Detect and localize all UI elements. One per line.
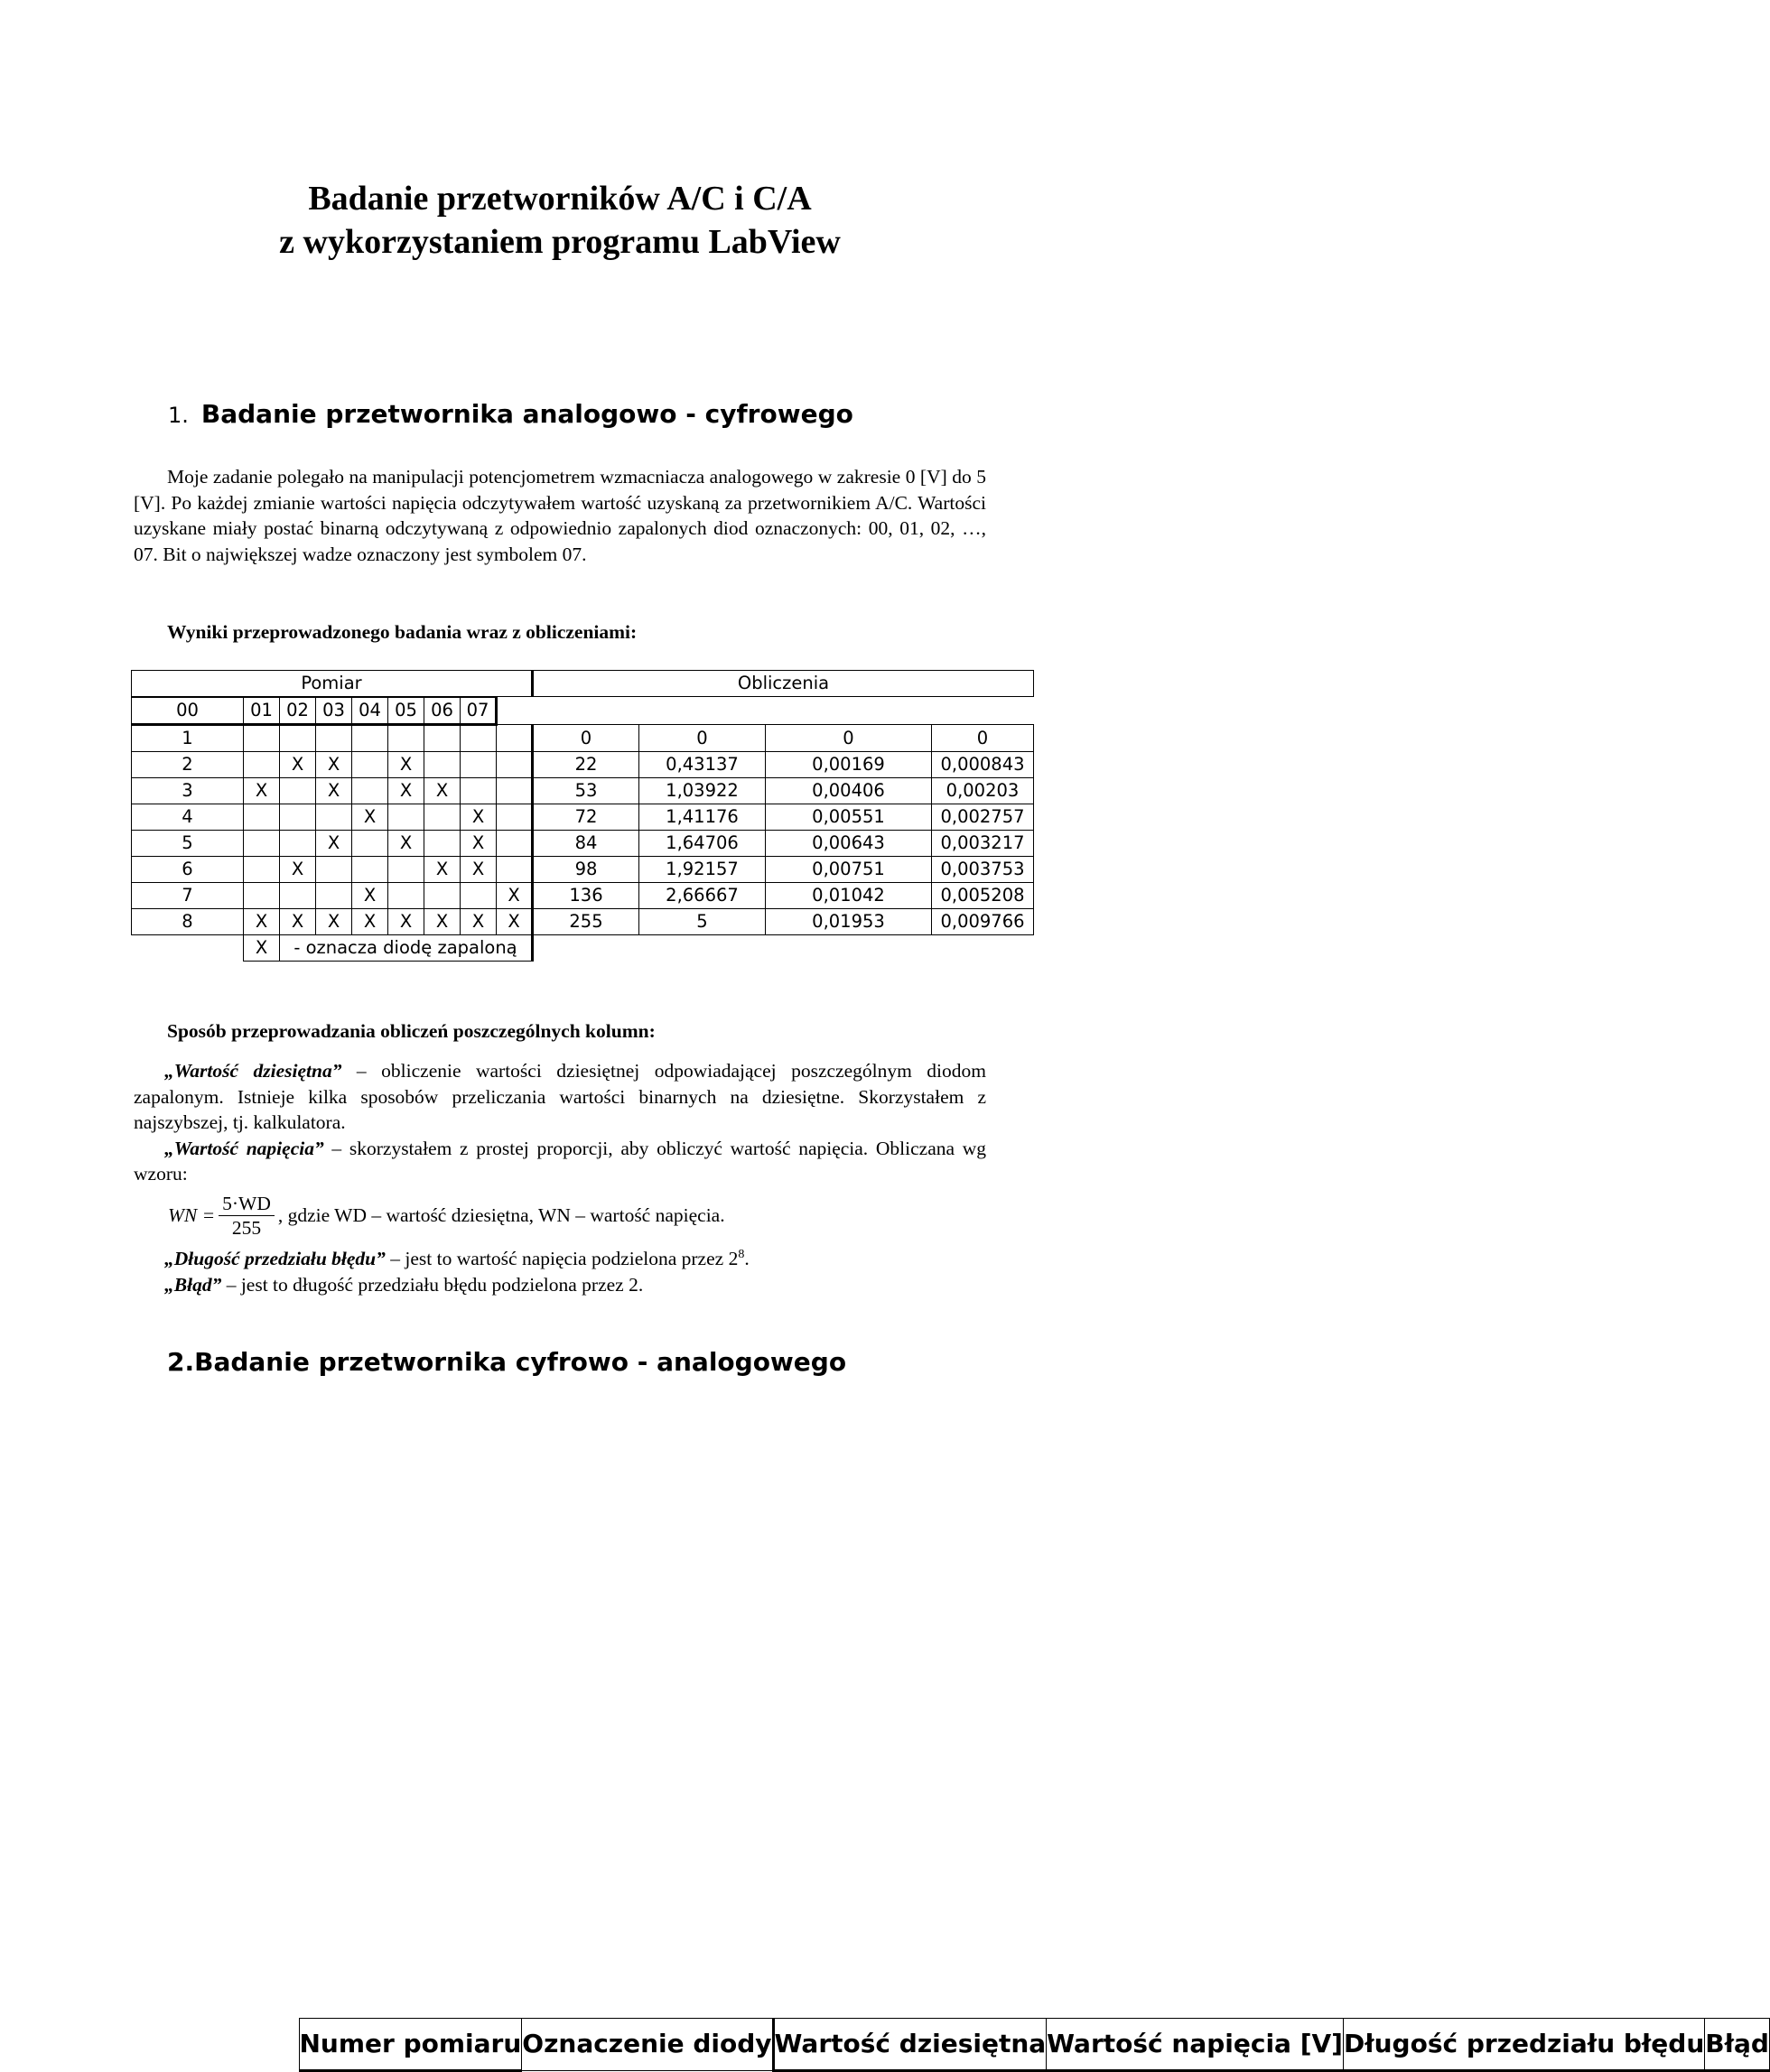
- cell-blad: 0,009766: [932, 909, 1034, 935]
- section-1-paragraph-block: [134, 464, 986, 567]
- cell-wartosc-napiecia: 1,03922: [639, 778, 766, 804]
- section-2-number: 2.: [167, 1347, 195, 1377]
- calc-description-block: [134, 1058, 986, 1187]
- cell-diode-02: [316, 804, 352, 831]
- table-row: [132, 778, 1034, 804]
- cell-diode-06: X: [461, 909, 497, 935]
- cell-diode-02: X: [316, 752, 352, 778]
- cell-diode-03: X: [352, 804, 388, 831]
- cell-diode-01: X: [280, 752, 316, 778]
- cell-diode-00: [244, 725, 280, 752]
- calc-wn-term: „Wartość napięcia”: [164, 1137, 324, 1159]
- title-line-1: Badanie przetworników A/C i C/A: [308, 180, 812, 218]
- diode-header-06: 06: [424, 698, 461, 725]
- cell-blad: 0,003753: [932, 857, 1034, 883]
- formula-numerator: 5·WD: [219, 1192, 275, 1216]
- cell-diode-06: [461, 778, 497, 804]
- diode-header-00: 00: [132, 698, 244, 725]
- section-2-heading: [167, 1347, 846, 1377]
- cell-diode-05: [424, 883, 461, 909]
- calc-wn-text: – skorzystałem z prostej proporcji, aby obliczyć wartość napięcia. Obliczana wg wzoru:: [134, 1137, 987, 1185]
- cell-diode-04: X: [388, 909, 424, 935]
- cell-numer: 2: [132, 752, 244, 778]
- calc-heading: Sposób przeprowadzania obliczeń poszczególnych kolumn:: [167, 1020, 656, 1042]
- cell-diode-01: [280, 883, 316, 909]
- table-row: [132, 883, 1034, 909]
- cell-wartosc-dziesietna: 255: [533, 909, 639, 935]
- cell-dlugosc-przedzialu: 0,00643: [766, 831, 932, 857]
- section-1-title: Badanie przetwornika analogowo - cyfrowego: [200, 399, 853, 429]
- header-wartosc-napiecia: Wartość napięcia [V]: [1047, 2018, 1344, 2070]
- formula-description: , gdzie WD – wartość dziesiętna, WN – wartość napięcia.: [277, 1204, 725, 1226]
- legend-text: - oznacza diodę zapaloną: [280, 935, 533, 962]
- group-header-pomiar: Pomiar: [132, 671, 533, 697]
- cell-numer: 4: [132, 804, 244, 831]
- cell-diode-06: X: [461, 831, 497, 857]
- diode-header-04: 04: [352, 698, 388, 725]
- cell-dlugosc-przedzialu: 0,01042: [766, 883, 932, 909]
- cell-diode-02: X: [316, 778, 352, 804]
- cell-wartosc-dziesietna: 53: [533, 778, 639, 804]
- table-row: [132, 831, 1034, 857]
- cell-diode-01: X: [280, 909, 316, 935]
- formula-fraction: [219, 1192, 275, 1240]
- legend-spacer: [932, 935, 1034, 962]
- cell-numer: 7: [132, 883, 244, 909]
- table-row: [132, 857, 1034, 883]
- cell-diode-06: [461, 883, 497, 909]
- cell-wartosc-napiecia: 1,41176: [639, 804, 766, 831]
- cell-diode-04: [388, 883, 424, 909]
- cell-blad: 0,00203: [932, 778, 1034, 804]
- cell-diode-03: [352, 752, 388, 778]
- calc-wn-paragraph: [134, 1136, 986, 1187]
- diode-header-03: 03: [316, 698, 352, 725]
- cell-numer: 3: [132, 778, 244, 804]
- cell-wartosc-napiecia: 5: [639, 909, 766, 935]
- legend-row: [132, 935, 1034, 962]
- header-oznaczenie-diody: Oznaczenie diody: [522, 2018, 773, 2070]
- section-2-title: Badanie przetwornika cyfrowo - analogowego: [194, 1347, 847, 1377]
- cell-wartosc-dziesietna: 84: [533, 831, 639, 857]
- cell-numer: 6: [132, 857, 244, 883]
- formula-lhs: WN =: [168, 1204, 216, 1226]
- cell-diode-00: X: [244, 909, 280, 935]
- cell-wartosc-dziesietna: 0: [533, 725, 639, 752]
- cell-diode-07: X: [497, 883, 533, 909]
- cell-wartosc-napiecia: 0: [639, 725, 766, 752]
- cell-numer: 8: [132, 909, 244, 935]
- cell-dlugosc-przedzialu: 0,00751: [766, 857, 932, 883]
- calc-dl-end: .: [744, 1248, 750, 1270]
- diode-header-07: 07: [461, 698, 497, 725]
- table-row: [132, 804, 1034, 831]
- calc-dl-text: – jest to wartość napięcia podzielona przez 2: [385, 1248, 739, 1270]
- section-1-heading: [168, 399, 853, 429]
- calc-blad-paragraph: [134, 1272, 986, 1298]
- cell-diode-04: [388, 804, 424, 831]
- cell-diode-05: [424, 804, 461, 831]
- calc-wd-paragraph: [134, 1058, 986, 1136]
- cell-diode-06: X: [461, 804, 497, 831]
- cell-diode-07: [497, 857, 533, 883]
- cell-wartosc-dziesietna: 72: [533, 804, 639, 831]
- cell-diode-01: [280, 831, 316, 857]
- cell-diode-00: X: [244, 778, 280, 804]
- cell-wartosc-napiecia: 1,64706: [639, 831, 766, 857]
- cell-blad: 0,005208: [932, 883, 1034, 909]
- results-heading: Wyniki przeprowadzonego badania wraz z obliczeniami:: [167, 621, 638, 643]
- cell-diode-00: [244, 831, 280, 857]
- diode-header-01: 01: [244, 698, 280, 725]
- cell-diode-01: [280, 725, 316, 752]
- cell-dlugosc-przedzialu: 0: [766, 725, 932, 752]
- cell-diode-05: X: [424, 778, 461, 804]
- legend-spacer: [533, 935, 639, 962]
- title-line-2: z wykorzystaniem programu LabView: [279, 223, 841, 261]
- cell-diode-00: [244, 857, 280, 883]
- cell-diode-04: [388, 857, 424, 883]
- table-row: [132, 909, 1034, 935]
- cell-diode-03: [352, 831, 388, 857]
- cell-blad: 0: [932, 725, 1034, 752]
- cell-diode-00: [244, 804, 280, 831]
- cell-diode-03: [352, 778, 388, 804]
- legend-spacer: [766, 935, 932, 962]
- cell-diode-03: X: [352, 883, 388, 909]
- table-row: [132, 752, 1034, 778]
- cell-diode-04: X: [388, 778, 424, 804]
- cell-numer: 1: [132, 725, 244, 752]
- cell-diode-04: [388, 725, 424, 752]
- cell-blad: 0,000843: [932, 752, 1034, 778]
- cell-dlugosc-przedzialu: 0,01953: [766, 909, 932, 935]
- cell-dlugosc-przedzialu: 0,00406: [766, 778, 932, 804]
- cell-diode-01: X: [280, 857, 316, 883]
- cell-wartosc-napiecia: 1,92157: [639, 857, 766, 883]
- cell-diode-07: X: [497, 909, 533, 935]
- calc-blad-text: – jest to długość przedziału błędu podzielona przez 2.: [221, 1273, 644, 1296]
- cell-diode-05: [424, 725, 461, 752]
- cell-dlugosc-przedzialu: 0,00169: [766, 752, 932, 778]
- group-header-obliczenia: Obliczenia: [533, 671, 1034, 697]
- cell-wartosc-dziesietna: 98: [533, 857, 639, 883]
- header-numer-pomiaru: Numer pomiaru: [299, 2018, 522, 2070]
- cell-diode-03: [352, 725, 388, 752]
- cell-diode-03: [352, 857, 388, 883]
- cell-diode-04: X: [388, 831, 424, 857]
- calc-description-block-2: [134, 1242, 986, 1297]
- section-1-paragraph: Moje zadanie polegało na manipulacji potencjometrem wzmacniacza analogowego w zakresie 0 [V] do 5 [V]. Po każdej zmianie wartości napięcia odczytywałem wartość uzyskaną za przetwornikiem A/C. Wartości uzyskane miały postać binarną odczytywaną z odpowiednio zapalonych diod oznaczonych: 00, 01, 02, …, 07. Bit o największej wadze oznaczony jest symbolem 07.: [134, 466, 986, 565]
- cell-diode-02: [316, 857, 352, 883]
- cell-dlugosc-przedzialu: 0,00551: [766, 804, 932, 831]
- cell-diode-06: X: [461, 857, 497, 883]
- cell-diode-06: [461, 725, 497, 752]
- cell-wartosc-napiecia: 2,66667: [639, 883, 766, 909]
- cell-blad: 0,003217: [932, 831, 1034, 857]
- document-title: [0, 177, 1120, 264]
- cell-wartosc-dziesietna: 22: [533, 752, 639, 778]
- header-wartosc-dziesietna: Wartość dziesiętna: [773, 2018, 1047, 2070]
- header-blad: Błąd: [1705, 2018, 1770, 2070]
- cell-diode-05: X: [424, 857, 461, 883]
- legend-spacer: [132, 935, 244, 962]
- cell-diode-00: [244, 883, 280, 909]
- section-1-number: 1.: [168, 403, 189, 428]
- calc-wd-term: „Wartość dziesiętna”: [164, 1060, 342, 1082]
- cell-diode-07: [497, 752, 533, 778]
- cell-diode-05: X: [424, 909, 461, 935]
- cell-diode-02: X: [316, 909, 352, 935]
- cell-diode-05: [424, 831, 461, 857]
- voltage-formula: [168, 1192, 725, 1240]
- calc-dl-paragraph: [134, 1242, 986, 1272]
- cell-wartosc-dziesietna: 136: [533, 883, 639, 909]
- header-dlugosc-przedzialu: Długość przedziału błędu: [1343, 2018, 1704, 2070]
- calc-blad-term: „Błąd”: [164, 1273, 222, 1296]
- cell-diode-04: X: [388, 752, 424, 778]
- cell-diode-07: [497, 804, 533, 831]
- cell-diode-01: [280, 804, 316, 831]
- cell-diode-02: X: [316, 831, 352, 857]
- cell-diode-02: [316, 883, 352, 909]
- cell-diode-06: [461, 752, 497, 778]
- legend-mark: X: [244, 935, 280, 962]
- cell-diode-07: [497, 831, 533, 857]
- table-row: [132, 725, 1034, 752]
- cell-numer: 5: [132, 831, 244, 857]
- cell-diode-07: [497, 725, 533, 752]
- calc-dl-exponent: 8: [738, 1248, 745, 1261]
- diode-header-02: 02: [280, 698, 316, 725]
- diode-header-05: 05: [388, 698, 424, 725]
- cell-diode-05: [424, 752, 461, 778]
- cell-diode-01: [280, 778, 316, 804]
- legend-spacer: [639, 935, 766, 962]
- calc-dl-term: „Długość przedziału błędu”: [164, 1248, 386, 1270]
- cell-diode-03: X: [352, 909, 388, 935]
- formula-denominator: 255: [231, 1217, 262, 1239]
- calc-wd-text: – obliczenie wartości dziesiętnej odpowiadającej poszczególnym diodom zapalonym. Istnieje kilka sposobów przeliczania wartości binarnych na dziesiętne. Skorzystałem z najszybszej, tj. kalkulatora.: [134, 1060, 987, 1133]
- cell-blad: 0,002757: [932, 804, 1034, 831]
- cell-wartosc-napiecia: 0,43137: [639, 752, 766, 778]
- cell-diode-00: [244, 752, 280, 778]
- cell-diode-07: [497, 778, 533, 804]
- cell-diode-02: [316, 725, 352, 752]
